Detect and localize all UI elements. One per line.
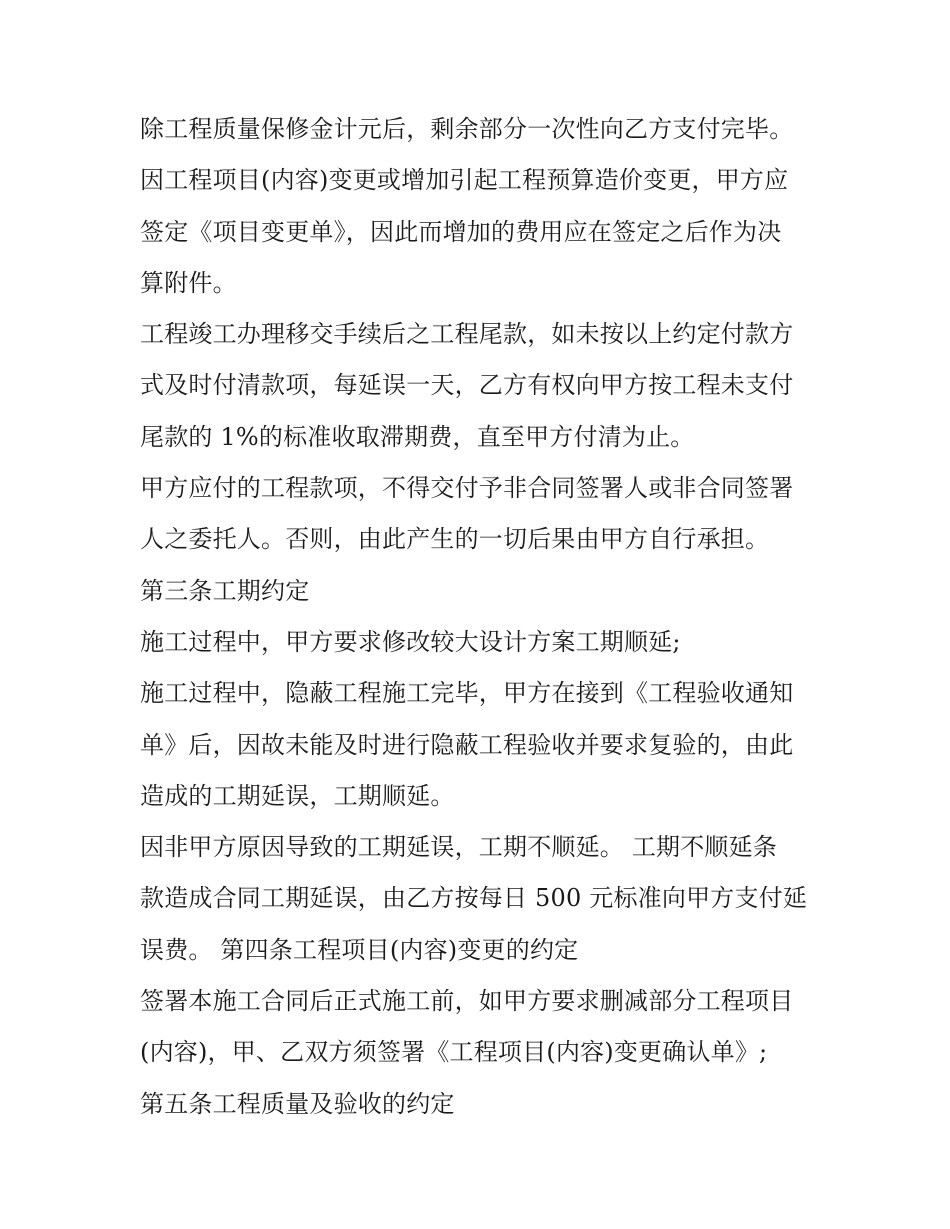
text-line: 施工过程中，隐蔽工程施工完毕，甲方在接到《工程验收通知 [140, 679, 794, 708]
text-line: 因工程项目(内容)变更或增加引起工程预算造价变更，甲方应 [140, 166, 789, 195]
section-heading: 第三条工期约定 [140, 576, 310, 605]
text-line: 单》后，因故未能及时进行隐蔽工程验收并要求复验的，由此 [140, 730, 794, 759]
text-line: 误费。 第四条工程项目(内容)变更的约定 [140, 935, 579, 964]
text-line: 款造成合同工期延误，由乙方按每日 500 元标准向甲方支付延 [140, 884, 808, 913]
text-line: 算附件。 [140, 268, 237, 297]
text-line: 因非甲方原因导致的工期延误，工期不顺延。 工期不顺延条 [140, 833, 778, 862]
text-line: 工程竣工办理移交手续后之工程尾款，如未按以上约定付款方 [140, 320, 794, 349]
section-heading: 第五条工程质量及验收的约定 [140, 1089, 455, 1118]
text-line: 式及时付清款项，每延误一天，乙方有权向甲方按工程未支付 [140, 371, 794, 400]
text-line: (内容)，甲、乙双方须签署《工程项目(内容)变更确认单》; [140, 1038, 768, 1067]
text-line: 尾款的 1%的标准收取滞期费，直至甲方付清为止。 [140, 422, 695, 451]
text-line: 人之委托人。否则，由此产生的一切后果由甲方自行承担。 [140, 525, 770, 554]
text-line: 除工程质量保修金计元后，剩余部分一次性向乙方支付完毕。 [140, 115, 794, 143]
document-body [140, 104, 820, 1130]
text-line: 签署本施工合同后正式施工前，如甲方要求删减部分工程项目 [140, 987, 794, 1016]
text-line: 造成的工期延误，工期顺延。 [140, 781, 455, 810]
text-line: 施工过程中，甲方要求修改较大设计方案工期顺延; [140, 627, 681, 656]
text-line: 签定《项目变更单》，因此而增加的费用应在签定之后作为决 [140, 217, 782, 246]
text-line: 甲方应付的工程款项，不得交付予非合同签署人或非合同签署 [140, 474, 794, 503]
